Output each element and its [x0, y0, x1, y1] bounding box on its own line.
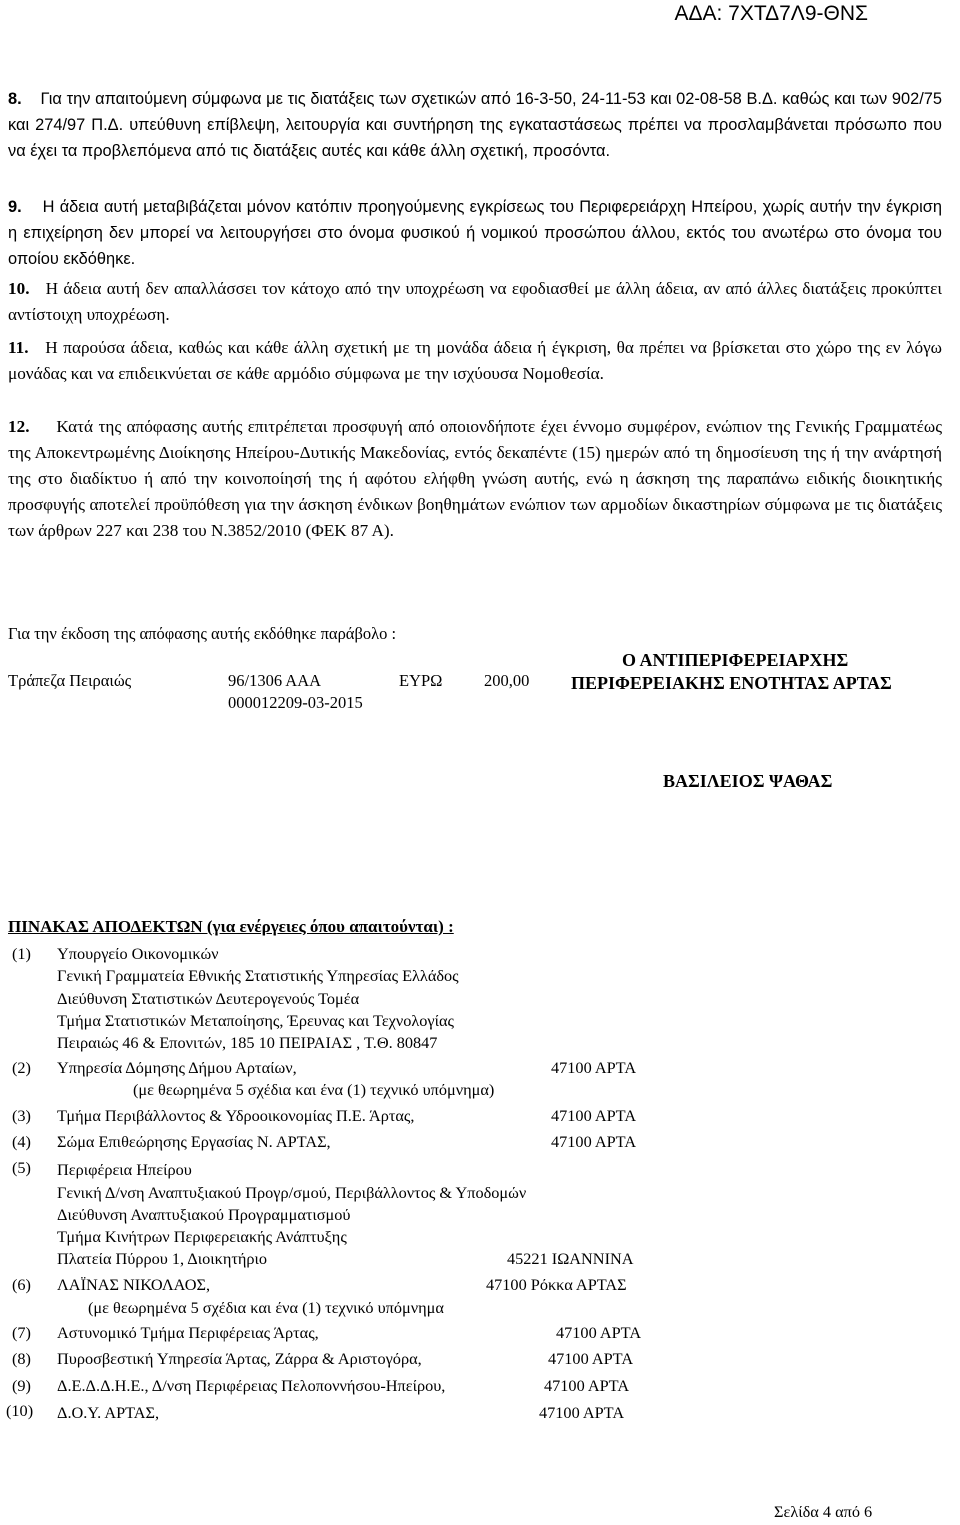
recipient-location: 47100 Ρόκκα ΑΡΤΑΣ [486, 1275, 627, 1294]
recipient-number: (4) [12, 1132, 31, 1151]
recipient-number: (6) [12, 1275, 31, 1294]
recipient-number: (8) [12, 1349, 31, 1368]
recipient-line: Διεύθυνση Στατιστικών Δευτερογενούς Τομέα [57, 989, 360, 1008]
recipient-line: Περιφέρεια Ηπείρου [57, 1160, 192, 1179]
recipient-line: Πλατεία Πύρρου 1, Διοικητήριο [57, 1249, 268, 1268]
page-number: Σελίδα 4 από 6 [774, 1502, 873, 1521]
recipient-line: ΛΑΪΝΑΣ ΝΙΚΟΛΑΟΣ, [57, 1275, 211, 1294]
paragraph-text: Η παρούσα άδεια, καθώς και κάθε άλλη σχετική με τη μονάδα άδεια ή έγκριση, θα πρέπει να βρίσκεται στο χώρο της εν λόγω μονάδας και να επιδεικνύεται σε κάθε αρμόδιο σύμφωνα με την ισχύουσα Νομοθεσία. [8, 338, 942, 383]
distribution-title: ΠΙΝΑΚΑΣ ΑΠΟΔΕΚΤΩΝ (για ενέργειες όπου απαιτούνται) : [8, 917, 454, 936]
paragraph-9 [8, 194, 942, 272]
paragraph-number: 9. [8, 198, 22, 216]
paragraph-number: 12. [8, 417, 30, 436]
recipient-line: Γενική Γραμματεία Εθνικής Στατιστικής Υπηρεσίας Ελλάδος [57, 966, 459, 985]
recipient-location: 47100 ΑΡΤΑ [551, 1106, 637, 1125]
fee-code-date: 000012209-03-2015 [228, 693, 363, 712]
fee-intro: Για την έκδοση της απόφασης αυτής εκδόθηκε παράβολο : [8, 624, 397, 643]
recipient-number: (3) [12, 1106, 31, 1125]
recipient-location: 47100 ΑΡΤΑ [539, 1403, 625, 1422]
recipient-line: Υπηρεσία Δόμησης Δήμου Αρταίων, [57, 1058, 297, 1077]
recipient-number: (10) [6, 1401, 34, 1420]
recipient-line: Τμήμα Κινήτρων Περιφερειακής Ανάπτυξης [57, 1227, 347, 1246]
paragraph-text: Η άδεια αυτή μεταβιβάζεται μόνον κατόπιν προηγούμενης εγκρίσεως του Περιφερειάρχη Ηπείρου, χωρίς αυτήν την έγκριση η επιχείρηση δεν μπορεί να λειτουργήσει στο όνομα φυσικού ή νομικού προσώπου άλλου, εκτός του ανωτέρω στο όνομα του οποίου εκδόθηκε. [8, 198, 943, 268]
recipient-line: Τμήμα Περιβάλλοντος & Υδροοικονομίας Π.Ε. Άρτας, [57, 1106, 415, 1125]
paragraph-10 [8, 276, 942, 328]
fee-currency: ΕΥΡΩ [399, 671, 443, 690]
recipient-number: (2) [12, 1058, 31, 1077]
signatory-name: ΒΑΣΙΛΕΙΟΣ ΨΑΘΑΣ [663, 771, 833, 791]
recipient-line: Διεύθυνση Αναπτυξιακού Προγραμματισμού [57, 1205, 351, 1224]
paragraph-text: Για την απαιτούμενη σύμφωνα με τις διατάξεις των σχετικών από 16-3-50, 24-11-53 και 02-08-58 Β.Δ. καθώς και των 902/75 και 274/97 Π.Δ. υπεύθυνη επίβλεψη, λειτουργία και συντήρηση της εγκαταστάσεως πρέπει να προσλαμβάνεται πρόσωπο που να έχει τα προβλεπόμενα από τις διατάξεις αυτές και κάθε άλλη σχετική, προσόντα. [8, 90, 943, 160]
recipient-line: Σώμα Επιθεώρησης Εργασίας Ν. ΑΡΤΑΣ, [57, 1132, 331, 1151]
paragraph-number: 8. [8, 90, 22, 108]
paragraph-11 [8, 335, 942, 387]
fee-code: 96/1306 ΑΑΑ [228, 671, 322, 690]
ada-code: ΑΔΑ: 7ΧΤΔ7Λ9-ΘΝΣ [674, 2, 868, 25]
recipient-note: (με θεωρημένα 5 σχέδια και ένα (1) τεχνικό υπόμνημα) [133, 1080, 495, 1099]
recipient-line: Δ.Ο.Υ. ΑΡΤΑΣ, [57, 1403, 160, 1422]
recipient-line: Πειραιώς 46 & Επονιτών, 185 10 ΠΕΙΡΑΙΑΣ , Τ.Θ. 80847 [57, 1033, 438, 1052]
recipient-line: Πυροσβεστική Υπηρεσία Άρτας, Ζάρρα & Αριστογόρα, [57, 1349, 422, 1368]
recipient-location: 47100 ΑΡΤΑ [551, 1058, 637, 1077]
recipient-number: (7) [12, 1323, 31, 1342]
paragraph-text: Κατά της απόφασης αυτής επιτρέπεται προσφυγή από οποιονδήποτε έχει έννομο συμφέρον, ενώπιον της Γενικής Γραμματέως της Αποκεντρωμένης Διοίκησης Ηπείρου-Δυτικής Μακεδονίας, εντός δεκαπέντε (15) ημερών από τη δημοσίευση της ή την ανάρτησή της στο διαδίκτυο ή από την κοινοποίησή της ή αφότου ελήφθη γνώση αυτής, ενώ η άσκηση της παραπάνω ειδικής διοικητικής προσφυγής αποτελεί προϋπόθεση για την άσκηση ένδικων βοηθημάτων ενώπιον των αρμοδίων δικαστηρίων σύμφωνα με τις διατάξεις των άρθρων 227 και 238 του Ν.3852/2010 (ΦΕΚ 87 Α). [8, 417, 942, 540]
paragraph-8 [8, 86, 942, 164]
paragraph-12 [8, 414, 942, 544]
paragraph-number: 10. [8, 279, 30, 298]
fee-amount: 200,00 [484, 671, 530, 690]
recipient-number: (9) [12, 1376, 31, 1395]
recipient-location: 47100 ΑΡΤΑ [544, 1376, 630, 1395]
recipient-note: (με θεωρημένα 5 σχέδια και ένα (1) τεχνικό υπόμνημα [88, 1298, 444, 1317]
recipient-number: (1) [12, 944, 31, 963]
fee-bank: Τράπεζα Πειραιώς [8, 671, 132, 690]
recipient-line: Δ.Ε.Δ.Δ.Η.Ε., Δ/νση Περιφέρειας Πελοποννήσου-Ηπείρου, [57, 1376, 446, 1395]
recipient-location: 47100 ΑΡΤΑ [556, 1323, 642, 1342]
paragraph-text: Η άδεια αυτή δεν απαλλάσσει τον κάτοχο από την υποχρέωση να εφοδιασθεί με άλλη άδεια, αν από άλλες διατάξεις προκύπτει αντίστοιχη υποχρέωση. [8, 279, 943, 324]
signatory-title: Ο ΑΝΤΙΠΕΡΙΦΕΡΕΙΑΡΧΗΣ [622, 650, 849, 670]
recipient-line: Τμήμα Στατιστικών Μεταποίησης, Έρευνας και Τεχνολογίας [57, 1011, 454, 1030]
recipient-line: Αστυνομικό Τμήμα Περιφέρειας Άρτας, [57, 1323, 319, 1342]
recipient-location: 45221 ΙΩΑΝΝΙΝΑ [507, 1249, 634, 1268]
recipient-line: Υπουργείο Οικονομικών [57, 944, 219, 963]
recipient-number: (5) [12, 1158, 31, 1177]
recipient-line: Γενική Δ/νση Αναπτυξιακού Προγρ/σμού, Περιβάλλοντος & Υποδομών [57, 1183, 527, 1202]
recipient-location: 47100 ΑΡΤΑ [548, 1349, 634, 1368]
recipient-location: 47100 ΑΡΤΑ [551, 1132, 637, 1151]
paragraph-number: 11. [8, 338, 29, 357]
signatory-unit: ΠΕΡΙΦΕΡΕΙΑΚΗΣ ΕΝΟΤΗΤΑΣ ΑΡΤΑΣ [571, 673, 892, 693]
